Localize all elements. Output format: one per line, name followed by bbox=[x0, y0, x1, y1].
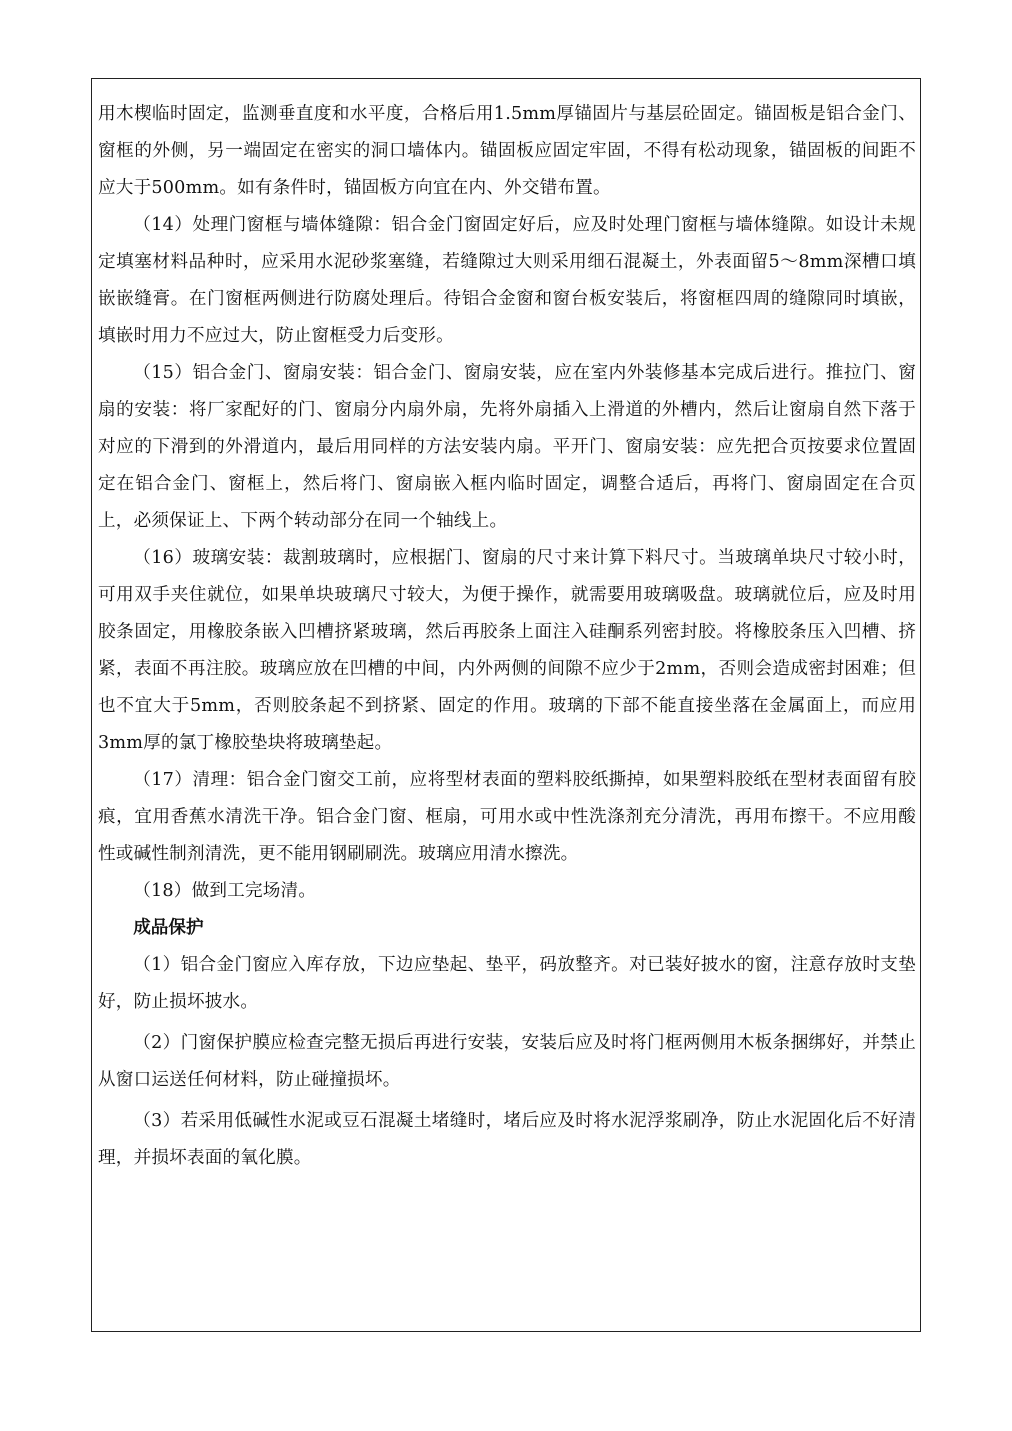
paragraph-17-cleaning: （17）清理：铝合金门窗交工前，应将型材表面的塑料胶纸撕掉，如果塑料胶纸在型材表面留有胶痕，宜用香蕉水清洗干净。铝合金门窗、框扇，可用水或中性洗涤剂充分清洗，再用布擦干。不应用酸性或碱性制剂清洗，更不能用钢刷刷洗。玻璃应用清水擦洗。 bbox=[98, 770, 916, 864]
paragraph-15-sash-install: （15）铝合金门、窗扇安装：铝合金门、窗扇安装，应在室内外装修基本完成后进行。推拉门、窗扇的安装：将厂家配好的门、窗扇分内扇外扇，先将外扇插入上滑道的外槽内，然后让窗扇自然下落于对应的下滑到的外滑道内，最后用同样的方法安装内扇。平开门、窗扇安装：应先把合页按要求位置固定在铝合金门、窗框上，然后将门、窗扇嵌入框内临时固定，调整合适后，再将门、窗扇固定在合页上，必须保证上、下两个转动部分在同一个轴线上。 bbox=[98, 363, 916, 531]
paragraph-14-gap-treatment: （14）处理门窗框与墙体缝隙：铝合金门窗固定好后，应及时处理门窗框与墙体缝隙。如设计未规定填塞材料品种时，应采用水泥砂浆塞缝，若缝隙过大则采用细石混凝土，外表面留5～8mm深槽口填嵌嵌缝膏。在门窗框两侧进行防腐处理后。待铝合金窗和窗台板安装后，将窗框四周的缝隙同时填嵌，填嵌时用力不应过大，防止窗框受力后变形。 bbox=[98, 215, 916, 346]
protection-item-3: （3）若采用低碱性水泥或豆石混凝土堵缝时，堵后应及时将水泥浮浆刷净，防止水泥固化后不好清理，并损坏表面的氧化膜。 bbox=[98, 1111, 916, 1168]
section-heading-protection: 成品保护 bbox=[133, 918, 204, 938]
paragraph-18-site-clean: （18）做到工完场清。 bbox=[133, 881, 317, 901]
paragraph-16-glass-install: （16）玻璃安装：裁割玻璃时，应根据门、窗扇的尺寸来计算下料尺寸。当玻璃单块尺寸较小时，可用双手夹住就位，如果单块玻璃尺寸较大，为便于操作，就需要用玻璃吸盘。玻璃就位后，应及时用胶条固定，用橡胶条嵌入凹槽挤紧玻璃，然后再胶条上面注入硅酮系列密封胶。将橡胶条压入凹槽、挤紧，表面不再注胶。玻璃应放在凹槽的中间，内外两侧的间隙不应少于2mm，否则会造成密封困难；但也不宜大于5mm，否则胶条起不到挤紧、固定的作用。玻璃的下部不能直接坐落在金属面上，而应用3mm厚的氯丁橡胶垫块将玻璃垫起。 bbox=[98, 548, 916, 753]
paragraph-continuation: 用木楔临时固定，监测垂直度和水平度，合格后用1.5mm厚锚固片与基层砼固定。锚固板是铝合金门、窗框的外侧，另一端固定在密实的洞口墙体内。锚固板应固定牢固，不得有松动现象，锚固板的间距不应大于500mm。如有条件时，锚固板方向宜在内、外交错布置。 bbox=[98, 104, 916, 198]
protection-item-2: （2）门窗保护膜应检查完整无损后再进行安装，安装后应及时将门框两侧用木板条捆绑好，并禁止从窗口运送任何材料，防止碰撞损坏。 bbox=[98, 1033, 916, 1090]
document-body bbox=[98, 96, 916, 1177]
protection-item-1: （1）铝合金门窗应入库存放，下边应垫起、垫平，码放整齐。对已装好披水的窗，注意存放时支垫好，防止损坏披水。 bbox=[98, 955, 916, 1012]
